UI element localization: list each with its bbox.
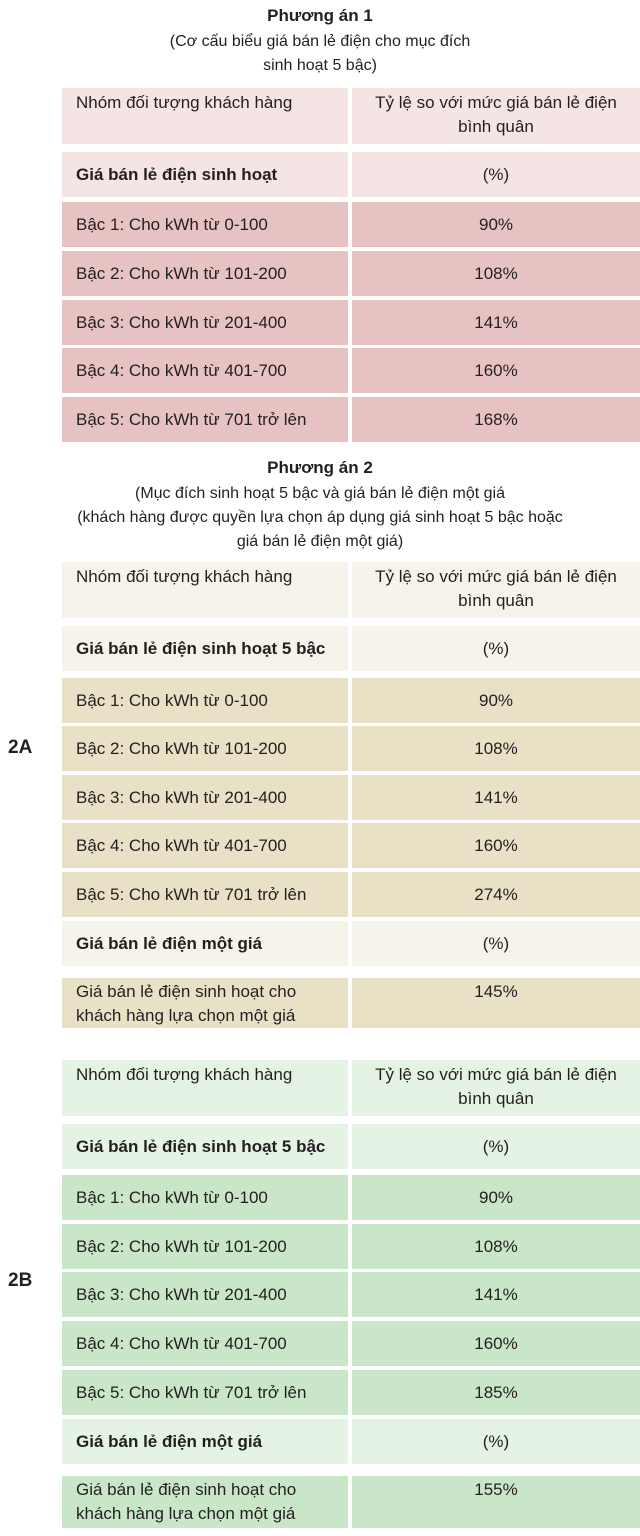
table-row bbox=[62, 1224, 640, 1269]
option2-subtitle-line: (khách hàng được quyền lựa chọn áp dụng giá sinh hoạt 5 bậc hoặc bbox=[77, 509, 563, 526]
header-customer-group: Nhóm đối tượng khách hàng bbox=[62, 562, 348, 618]
tier-value: 108% bbox=[352, 1224, 640, 1269]
single-price-value: 145% bbox=[352, 978, 640, 1028]
tier-label: Bậc 2: Cho kWh từ 101-200 bbox=[62, 726, 348, 771]
tier-label: Bậc 3: Cho kWh từ 201-400 bbox=[62, 775, 348, 820]
header-ratio-line: Tỷ lệ so với mức giá bán lẻ điện bbox=[375, 567, 617, 586]
section-row bbox=[62, 152, 640, 197]
table-row bbox=[62, 348, 640, 393]
tier-value: 108% bbox=[352, 251, 640, 296]
tier-value: 274% bbox=[352, 872, 640, 917]
section-unit: (%) bbox=[352, 921, 640, 966]
section-unit: (%) bbox=[352, 152, 640, 197]
tier-label: Bậc 2: Cho kWh từ 101-200 bbox=[62, 251, 348, 296]
header-ratio bbox=[352, 88, 640, 144]
tier-label: Bậc 3: Cho kWh từ 201-400 bbox=[62, 1272, 348, 1317]
header-ratio bbox=[352, 562, 640, 618]
tier-label: Bậc 5: Cho kWh từ 701 trở lên bbox=[62, 397, 348, 442]
variant-2b-label: 2B bbox=[8, 1270, 33, 1291]
table-row bbox=[62, 397, 640, 442]
tier-value: 185% bbox=[352, 1370, 640, 1415]
table-row bbox=[62, 1370, 640, 1415]
option2-subtitle-line: (Mục đích sinh hoạt 5 bậc và giá bán lẻ điện một giá bbox=[135, 485, 505, 502]
tier-value: 160% bbox=[352, 1321, 640, 1366]
header-ratio-line: bình quân bbox=[458, 591, 534, 610]
table-row bbox=[62, 678, 640, 723]
tier-value: 108% bbox=[352, 726, 640, 771]
table-header-row bbox=[62, 562, 640, 618]
table-row bbox=[62, 1272, 640, 1317]
tier-label: Bậc 4: Cho kWh từ 401-700 bbox=[62, 1321, 348, 1366]
table-row bbox=[62, 1321, 640, 1366]
table-row bbox=[62, 300, 640, 345]
single-price-label bbox=[62, 1476, 348, 1528]
option2-subtitle bbox=[40, 482, 600, 554]
option1-subtitle-line: sinh hoạt 5 bậc) bbox=[263, 57, 377, 74]
single-price-row bbox=[62, 1476, 640, 1528]
tier-value: 168% bbox=[352, 397, 640, 442]
single-price-section-row bbox=[62, 1419, 640, 1464]
tier-label: Bậc 1: Cho kWh từ 0-100 bbox=[62, 678, 348, 723]
section-unit: (%) bbox=[352, 626, 640, 671]
tier-value: 90% bbox=[352, 1175, 640, 1220]
section-label: Giá bán lẻ điện sinh hoạt bbox=[62, 152, 348, 197]
tier-label: Bậc 5: Cho kWh từ 701 trở lên bbox=[62, 872, 348, 917]
section-label: Giá bán lẻ điện sinh hoạt 5 bậc bbox=[62, 626, 348, 671]
tier-label: Bậc 4: Cho kWh từ 401-700 bbox=[62, 348, 348, 393]
section-unit: (%) bbox=[352, 1124, 640, 1169]
header-ratio-line: bình quân bbox=[458, 1089, 534, 1108]
tier-value: 160% bbox=[352, 823, 640, 868]
single-price-row bbox=[62, 978, 640, 1028]
header-ratio-line: Tỷ lệ so với mức giá bán lẻ điện bbox=[375, 1065, 617, 1084]
single-price-label-line: Giá bán lẻ điện sinh hoạt cho bbox=[76, 982, 297, 1001]
table-row bbox=[62, 823, 640, 868]
single-price-label-line: khách hàng lựa chọn một giá bbox=[76, 1006, 296, 1025]
option2-subtitle-line: giá bán lẻ điện một giá) bbox=[236, 533, 404, 550]
section-row bbox=[62, 626, 640, 671]
table-header-row bbox=[62, 88, 640, 144]
single-price-label-line: Giá bán lẻ điện sinh hoạt cho bbox=[76, 1480, 297, 1499]
single-price-label bbox=[62, 978, 348, 1028]
tier-label: Bậc 2: Cho kWh từ 101-200 bbox=[62, 1224, 348, 1269]
header-ratio-line: bình quân bbox=[458, 117, 534, 136]
tier-value: 90% bbox=[352, 678, 640, 723]
section-label: Giá bán lẻ điện một giá bbox=[62, 1419, 348, 1464]
header-ratio bbox=[352, 1060, 640, 1116]
header-customer-group: Nhóm đối tượng khách hàng bbox=[62, 1060, 348, 1116]
tier-label: Bậc 4: Cho kWh từ 401-700 bbox=[62, 823, 348, 868]
table-row bbox=[62, 775, 640, 820]
header-customer-group: Nhóm đối tượng khách hàng bbox=[62, 88, 348, 144]
option1-subtitle-line: (Cơ cấu biểu giá bán lẻ điện cho mục đích bbox=[169, 33, 471, 50]
tier-value: 141% bbox=[352, 1272, 640, 1317]
option1-title: Phương án 1 bbox=[267, 6, 373, 25]
option1-subtitle bbox=[40, 30, 600, 78]
tier-label: Bậc 5: Cho kWh từ 701 trở lên bbox=[62, 1370, 348, 1415]
tier-value: 160% bbox=[352, 348, 640, 393]
tier-value: 90% bbox=[352, 202, 640, 247]
table-row bbox=[62, 251, 640, 296]
section-row bbox=[62, 1124, 640, 1169]
table-row bbox=[62, 726, 640, 771]
single-price-value: 155% bbox=[352, 1476, 640, 1528]
option2-title: Phương án 2 bbox=[267, 458, 373, 477]
tier-value: 141% bbox=[352, 775, 640, 820]
single-price-section-row bbox=[62, 921, 640, 966]
variant-2a-label: 2A bbox=[8, 737, 33, 758]
single-price-label-line: khách hàng lựa chọn một giá bbox=[76, 1504, 296, 1523]
section-label: Giá bán lẻ điện sinh hoạt 5 bậc bbox=[62, 1124, 348, 1169]
table-row bbox=[62, 872, 640, 917]
tier-value: 141% bbox=[352, 300, 640, 345]
tier-label: Bậc 1: Cho kWh từ 0-100 bbox=[62, 1175, 348, 1220]
section-unit: (%) bbox=[352, 1419, 640, 1464]
table-header-row bbox=[62, 1060, 640, 1116]
table-row bbox=[62, 1175, 640, 1220]
tier-label: Bậc 3: Cho kWh từ 201-400 bbox=[62, 300, 348, 345]
header-ratio-line: Tỷ lệ so với mức giá bán lẻ điện bbox=[375, 93, 617, 112]
tier-label: Bậc 1: Cho kWh từ 0-100 bbox=[62, 202, 348, 247]
section-label: Giá bán lẻ điện một giá bbox=[62, 921, 348, 966]
table-row bbox=[62, 202, 640, 247]
